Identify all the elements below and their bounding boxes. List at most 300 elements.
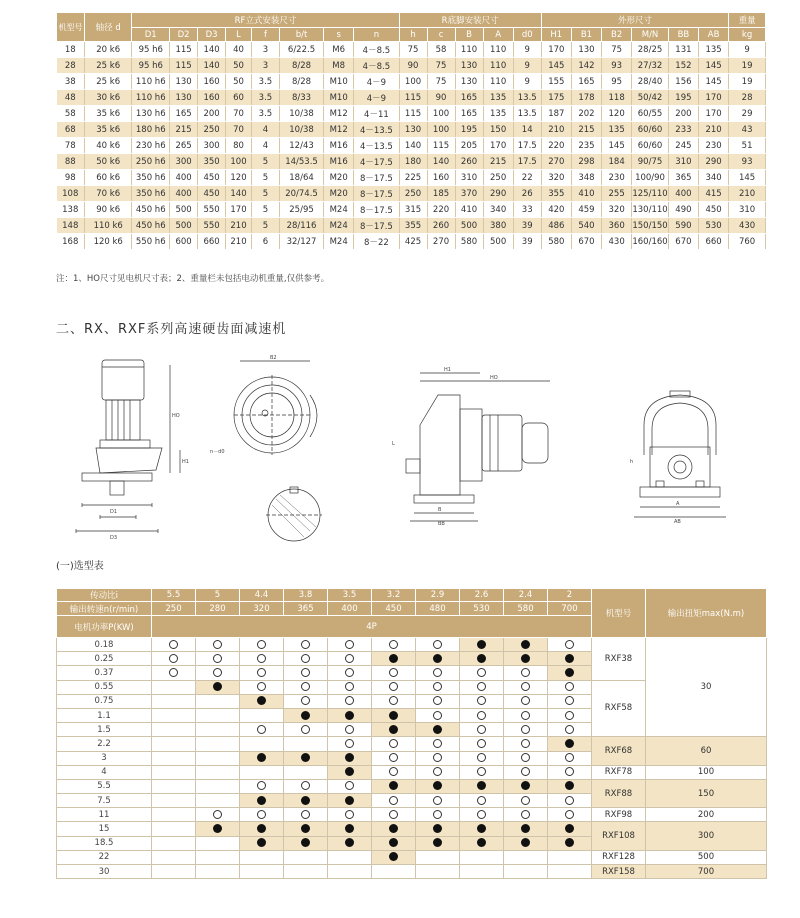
model-cell: RXF158	[592, 865, 646, 879]
table-cell: 28	[57, 58, 85, 74]
selection-cell	[328, 794, 372, 808]
selection-cell	[328, 708, 372, 722]
open-circle-icon	[389, 739, 398, 748]
filled-dot-icon	[521, 640, 530, 649]
table-cell: 152	[668, 58, 698, 74]
filled-dot-icon	[389, 824, 398, 833]
empty-cell	[196, 850, 240, 864]
table-cell: 130	[455, 58, 483, 74]
power-cell: 0.75	[57, 694, 152, 708]
filled-dot-icon	[389, 781, 398, 790]
selection-cell	[372, 779, 416, 793]
selection-cell	[460, 694, 504, 708]
selection-cell	[460, 751, 504, 765]
empty-cell	[504, 850, 548, 864]
empty-cell	[284, 737, 328, 751]
selection-cell	[504, 794, 548, 808]
dimension-table-body	[57, 42, 766, 250]
table-cell: 60/55	[632, 106, 669, 122]
selection-cell	[416, 779, 460, 793]
table-cell: 250	[483, 170, 513, 186]
col-sub-header: B1	[571, 28, 601, 42]
selection-cell	[416, 652, 460, 666]
selection-cell	[460, 808, 504, 822]
open-circle-icon	[345, 654, 354, 663]
col-sub-header: L	[226, 28, 252, 42]
empty-cell	[284, 765, 328, 779]
selection-cell	[460, 794, 504, 808]
selection-cell	[284, 836, 328, 850]
col-sub-header: AB	[698, 28, 728, 42]
selection-cell	[504, 638, 548, 652]
table-cell: M8	[324, 58, 354, 74]
table-cell: 40	[226, 42, 252, 58]
table-cell: 195	[668, 90, 698, 106]
filled-dot-icon	[213, 824, 222, 833]
table-cell: 13.5	[513, 106, 541, 122]
filled-dot-icon	[433, 725, 442, 734]
table-cell: 145	[541, 58, 571, 74]
open-circle-icon	[301, 781, 310, 790]
table-cell: 28	[729, 90, 766, 106]
table-cell: 50/42	[632, 90, 669, 106]
table-cell: 230	[602, 170, 632, 186]
table-cell: 300	[170, 154, 198, 170]
filled-dot-icon	[345, 711, 354, 720]
table-cell: 250	[198, 122, 226, 138]
table-cell: 51	[729, 138, 766, 154]
table-cell: 8－17.5	[354, 170, 399, 186]
table-cell: 670	[668, 234, 698, 250]
table-cell: 530	[698, 218, 728, 234]
empty-cell	[152, 694, 196, 708]
table-row	[57, 42, 766, 58]
table-cell: 175	[541, 90, 571, 106]
table-cell: 233	[668, 122, 698, 138]
table-row	[57, 202, 766, 218]
empty-cell	[240, 708, 284, 722]
open-circle-icon	[389, 796, 398, 805]
table-cell: 160	[198, 90, 226, 106]
empty-cell	[152, 680, 196, 694]
table-cell: 430	[729, 218, 766, 234]
table-cell: 459	[571, 202, 601, 218]
model-cell: RXF38	[592, 638, 646, 681]
table-cell: 98	[57, 170, 85, 186]
selection-cell	[152, 666, 196, 680]
selection-cell	[372, 737, 416, 751]
selection-cell	[240, 652, 284, 666]
empty-cell	[240, 850, 284, 864]
filled-dot-icon	[389, 838, 398, 847]
table-row	[57, 865, 767, 879]
table-cell: 75	[427, 74, 455, 90]
selection-cell	[548, 723, 592, 737]
selection-cell	[284, 794, 328, 808]
filled-dot-icon	[389, 725, 398, 734]
open-circle-icon	[345, 682, 354, 691]
table-cell: 78	[57, 138, 85, 154]
table-cell: 580	[455, 234, 483, 250]
col-sub-header: BB	[668, 28, 698, 42]
table-cell: 220	[427, 202, 455, 218]
ratio-value: 5	[196, 589, 240, 602]
selection-cell	[416, 822, 460, 836]
table-cell: 115	[399, 90, 427, 106]
empty-cell	[372, 865, 416, 879]
table-cell: 490	[668, 202, 698, 218]
ratio-value: 3.5	[328, 589, 372, 602]
filled-dot-icon	[477, 781, 486, 790]
table-cell: 450	[698, 202, 728, 218]
open-circle-icon	[433, 810, 442, 819]
selection-cell	[548, 822, 592, 836]
table-cell: 8/28	[279, 74, 323, 90]
table-cell: 315	[399, 202, 427, 218]
empty-cell	[284, 865, 328, 879]
selection-cell	[328, 836, 372, 850]
power-cell: 2.2	[57, 737, 152, 751]
table-cell: 310	[455, 170, 483, 186]
table-cell: 26	[513, 186, 541, 202]
power-cell: 3	[57, 751, 152, 765]
table-row	[57, 737, 767, 751]
table-cell: 170	[698, 90, 728, 106]
open-circle-icon	[389, 810, 398, 819]
table-cell: 3	[251, 42, 279, 58]
table-cell: 410	[571, 186, 601, 202]
table-cell: 410	[455, 202, 483, 218]
empty-cell	[504, 865, 548, 879]
table-cell: 110 k6	[85, 218, 132, 234]
table-cell: 100	[226, 154, 252, 170]
model-cell: RXF108	[592, 822, 646, 850]
table-cell: 195	[455, 122, 483, 138]
table-cell: 500	[455, 218, 483, 234]
table-cell: 95 h6	[132, 58, 170, 74]
table-row	[57, 808, 767, 822]
table-cell: 32/127	[279, 234, 323, 250]
table-cell: 25 k6	[85, 74, 132, 90]
open-circle-icon	[345, 696, 354, 705]
table-cell: 135	[483, 106, 513, 122]
table-cell: 170	[541, 42, 571, 58]
table-row	[57, 106, 766, 122]
filled-dot-icon	[433, 824, 442, 833]
selection-cell	[196, 808, 240, 822]
open-circle-icon	[521, 668, 530, 677]
power-cell: 4	[57, 765, 152, 779]
selection-cell	[284, 680, 328, 694]
table-cell: 131	[668, 42, 698, 58]
selection-cell	[416, 808, 460, 822]
col-sub-header: A	[483, 28, 513, 42]
table-cell: 168	[57, 234, 85, 250]
filled-dot-icon	[389, 711, 398, 720]
open-circle-icon	[301, 810, 310, 819]
table-row	[57, 122, 766, 138]
table-cell: 187	[541, 106, 571, 122]
table-cell: 28/25	[632, 42, 669, 58]
selection-cell	[328, 808, 372, 822]
selection-cell	[416, 694, 460, 708]
selection-cell	[240, 694, 284, 708]
table-cell: 260	[455, 154, 483, 170]
table-cell: 9	[729, 42, 766, 58]
table-cell: 4－9	[354, 90, 399, 106]
col-sub-header: s	[324, 28, 354, 42]
speed-value: 365	[284, 602, 328, 616]
selection-cell	[416, 751, 460, 765]
table-cell: 12/43	[279, 138, 323, 154]
open-circle-icon	[521, 682, 530, 691]
ratio-header: 传动比i	[57, 589, 152, 602]
table-cell: 270	[541, 154, 571, 170]
dimension-table	[56, 12, 766, 250]
selection-cell	[372, 638, 416, 652]
table-cell: 142	[571, 58, 601, 74]
table-cell: 110	[483, 42, 513, 58]
selection-cell	[416, 836, 460, 850]
col-sub-header: c	[427, 28, 455, 42]
table-row	[57, 186, 766, 202]
torque-cell: 700	[646, 865, 767, 879]
selection-cell	[548, 680, 592, 694]
open-circle-icon	[257, 781, 266, 790]
open-circle-icon	[257, 810, 266, 819]
filled-dot-icon	[477, 824, 486, 833]
selection-cell	[416, 708, 460, 722]
table-cell: 5	[251, 202, 279, 218]
open-circle-icon	[477, 796, 486, 805]
selection-cell	[328, 765, 372, 779]
empty-cell	[328, 850, 372, 864]
selection-cell	[240, 794, 284, 808]
open-circle-icon	[389, 753, 398, 762]
open-circle-icon	[389, 696, 398, 705]
filled-dot-icon	[565, 654, 574, 663]
open-circle-icon	[301, 725, 310, 734]
selection-table	[56, 588, 767, 879]
empty-cell	[152, 865, 196, 879]
table-cell: 200	[198, 106, 226, 122]
empty-cell	[284, 850, 328, 864]
table-cell: 60/60	[632, 138, 669, 154]
table-cell: 550 h6	[132, 234, 170, 250]
label-bb: BB	[438, 521, 445, 525]
table-cell: 250 h6	[132, 154, 170, 170]
torque-cell: 60	[646, 737, 767, 765]
label-h1-2: H1	[444, 367, 451, 373]
ratio-value: 3.2	[372, 589, 416, 602]
table-row	[57, 638, 767, 652]
table-cell: 180 h6	[132, 122, 170, 138]
selection-cell	[240, 680, 284, 694]
table-cell: 160/160	[632, 234, 669, 250]
table-cell: 145	[729, 170, 766, 186]
empty-cell	[152, 751, 196, 765]
table-cell: 150/150	[632, 218, 669, 234]
table-row	[57, 850, 767, 864]
table-cell: 110	[455, 42, 483, 58]
selection-cell	[284, 822, 328, 836]
selection-cell	[548, 779, 592, 793]
table-cell: 160	[427, 170, 455, 186]
table-cell: 140	[427, 154, 455, 170]
selection-cell	[460, 638, 504, 652]
table-cell: 185	[427, 186, 455, 202]
table-cell: 165	[455, 106, 483, 122]
table-cell: M10	[324, 74, 354, 90]
filled-dot-icon	[521, 838, 530, 847]
table-cell: 170	[226, 202, 252, 218]
selection-cell	[548, 751, 592, 765]
table-cell: 95	[602, 74, 632, 90]
open-circle-icon	[169, 654, 178, 663]
table-row	[57, 822, 767, 836]
table-row	[57, 58, 766, 74]
table-cell: 255	[602, 186, 632, 202]
table-cell: 4	[251, 138, 279, 154]
open-circle-icon	[345, 668, 354, 677]
empty-cell	[196, 865, 240, 879]
table-cell: 165	[571, 74, 601, 90]
table-cell: 60 k6	[85, 170, 132, 186]
table-cell: 38	[57, 74, 85, 90]
col-weight-header: 重量	[729, 13, 766, 28]
filled-dot-icon	[521, 654, 530, 663]
selection-cell	[328, 694, 372, 708]
open-circle-icon	[301, 682, 310, 691]
empty-cell	[460, 865, 504, 879]
table-row	[57, 90, 766, 106]
table-cell: 5	[251, 186, 279, 202]
table-cell: 68	[57, 122, 85, 138]
table-cell: 17.5	[513, 154, 541, 170]
selection-cell	[372, 822, 416, 836]
table-cell: 350 h6	[132, 170, 170, 186]
table-cell: 75	[427, 58, 455, 74]
selection-cell	[372, 836, 416, 850]
power-cell: 22	[57, 850, 152, 864]
table-cell: 145	[698, 58, 728, 74]
table-cell: 260	[427, 218, 455, 234]
empty-cell	[152, 794, 196, 808]
open-circle-icon	[433, 796, 442, 805]
selection-cell	[416, 737, 460, 751]
table-cell: 25/95	[279, 202, 323, 218]
table-row	[57, 154, 766, 170]
selection-cell	[284, 652, 328, 666]
table-cell: 8－17.5	[354, 218, 399, 234]
table-cell: 50	[226, 58, 252, 74]
table-cell: 14	[513, 122, 541, 138]
open-circle-icon	[301, 668, 310, 677]
ratio-value: 2.4	[504, 589, 548, 602]
table-cell: 8－17.5	[354, 186, 399, 202]
selection-cell	[416, 666, 460, 680]
selection-cell	[460, 723, 504, 737]
open-circle-icon	[433, 767, 442, 776]
table-cell: 6	[251, 234, 279, 250]
label-ho: HO	[172, 413, 180, 419]
table-cell: 130	[399, 122, 427, 138]
section-title: 二、RX、RXF系列高速硬齿面减速机	[56, 322, 287, 337]
label-d3: D3	[110, 535, 118, 541]
open-circle-icon	[477, 711, 486, 720]
open-circle-icon	[345, 781, 354, 790]
open-circle-icon	[477, 767, 486, 776]
table-cell: 110 h6	[132, 74, 170, 90]
table-cell: 350 h6	[132, 186, 170, 202]
table-cell: 156	[668, 74, 698, 90]
empty-cell	[328, 865, 372, 879]
selection-cell	[416, 794, 460, 808]
table-cell: 28/40	[632, 74, 669, 90]
torque-cell: 300	[646, 822, 767, 850]
model-cell: RXF88	[592, 779, 646, 807]
table-cell: 165	[170, 106, 198, 122]
empty-cell	[152, 822, 196, 836]
table-cell: 130	[170, 90, 198, 106]
selection-cell	[504, 765, 548, 779]
empty-cell	[240, 865, 284, 879]
empty-cell	[152, 737, 196, 751]
selection-cell	[284, 708, 328, 722]
model-cell: RXF68	[592, 737, 646, 765]
open-circle-icon	[345, 725, 354, 734]
filled-dot-icon	[345, 838, 354, 847]
table-cell: 120	[602, 106, 632, 122]
col-sub-header: M/N	[632, 28, 669, 42]
filled-dot-icon	[565, 739, 574, 748]
empty-cell	[152, 808, 196, 822]
table-cell: 210	[226, 218, 252, 234]
table-cell: 4－13.5	[354, 138, 399, 154]
open-circle-icon	[477, 810, 486, 819]
filled-dot-icon	[257, 838, 266, 847]
table-row	[57, 138, 766, 154]
open-circle-icon	[477, 682, 486, 691]
table-cell: 140	[399, 138, 427, 154]
open-circle-icon	[257, 640, 266, 649]
filled-dot-icon	[345, 796, 354, 805]
table-cell: 6/22.5	[279, 42, 323, 58]
selection-cell	[328, 822, 372, 836]
table-cell: 115	[427, 138, 455, 154]
torque-cell: 200	[646, 808, 767, 822]
open-circle-icon	[257, 654, 266, 663]
table-row	[57, 234, 766, 250]
selection-cell	[372, 751, 416, 765]
open-circle-icon	[521, 696, 530, 705]
selection-cell	[328, 680, 372, 694]
table-cell: 110	[483, 58, 513, 74]
label-l: L	[392, 441, 395, 447]
table-cell: 160	[198, 74, 226, 90]
empty-cell	[548, 850, 592, 864]
selection-cell	[284, 723, 328, 737]
table-cell: 48	[57, 90, 85, 106]
table-cell: 135	[602, 122, 632, 138]
open-circle-icon	[213, 654, 222, 663]
speed-value: 480	[416, 602, 460, 616]
table-cell: 9	[513, 42, 541, 58]
col-sub-header: D3	[198, 28, 226, 42]
model-header: 机型号	[592, 589, 646, 638]
selection-cell	[372, 666, 416, 680]
table-cell: 90 k6	[85, 202, 132, 218]
